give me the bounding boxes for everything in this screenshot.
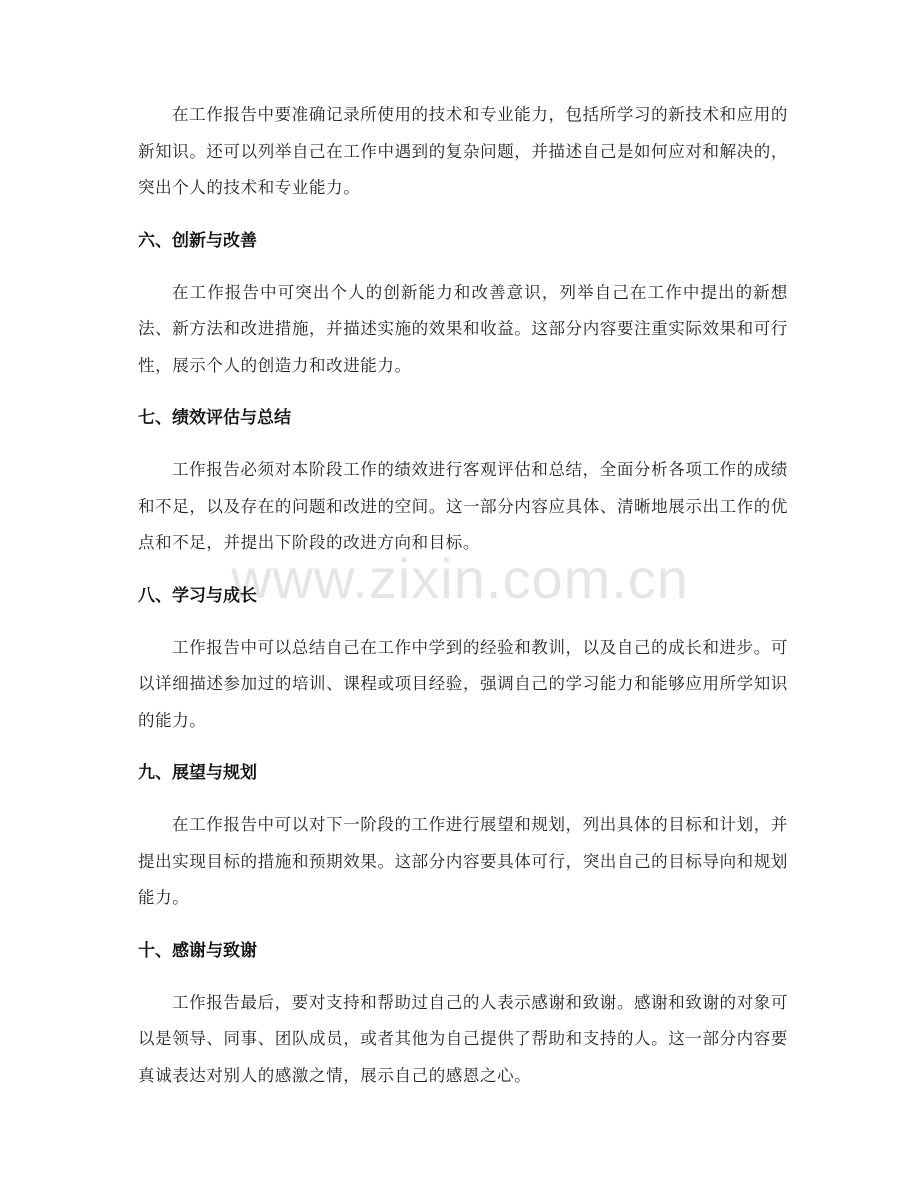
intro-paragraph: 在工作报告中要准确记录所使用的技术和专业能力，包括所学习的新技术和应用的新知识。还可以列举自己在工作中遇到的复杂问题，并描述自己是如何应对和解决的，突出个人的技术和专业能力。 (138, 105, 788, 197)
section-heading-7: 七、绩效评估与总结 (138, 408, 291, 428)
section-heading-10: 十、感谢与致谢 (138, 940, 257, 961)
watermark-text: www.zixin.com.cn (231, 547, 689, 610)
section-heading-8: 八、学习与成长 (138, 585, 257, 606)
section-heading-6: 六、创新与改善 (138, 230, 257, 251)
section-body-6: 在工作报告中可突出个人的创新能力和改善意识，列举自己在工作中提出的新想法、新方法和改进措施，并描述实施的效果和收益。这部分内容要注重实际效果和可行性，展示个人的创造力和改进能力。 (138, 282, 788, 375)
section-body-7: 工作报告必须对本阶段工作的绩效进行客观评估和总结，全面分析各项工作的成绩和不足，以及存在的问题和改进的空间。这一部分内容应具体、清晰地展示出工作的优点和不足，并提出下阶段的改进方向和目标。 (138, 460, 788, 552)
section-body-8: 工作报告中可以总结自己在工作中学到的经验和教训，以及自己的成长和进步。可以详细描述参加过的培训、课程或项目经验，强调自己的学习能力和能够应用所学知识的能力。 (138, 637, 788, 730)
section-body-9: 在工作报告中可以对下一阶段的工作进行展望和规划，列出具体的目标和计划，并提出实现目标的措施和预期效果。这部分内容要具体可行，突出自己的目标导向和规划能力。 (138, 815, 788, 907)
section-heading-9: 九、展望与规划 (138, 763, 257, 783)
section-body-10: 工作报告最后，要对支持和帮助过自己的人表示感谢和致谢。感谢和致谢的对象可以是领导、同事、团队成员，或者其他为自己提供了帮助和支持的人。这一部分内容要真诚表达对别人的感激之情，展示自己的感恩之心。 (138, 992, 788, 1085)
document-content (138, 97, 788, 1094)
